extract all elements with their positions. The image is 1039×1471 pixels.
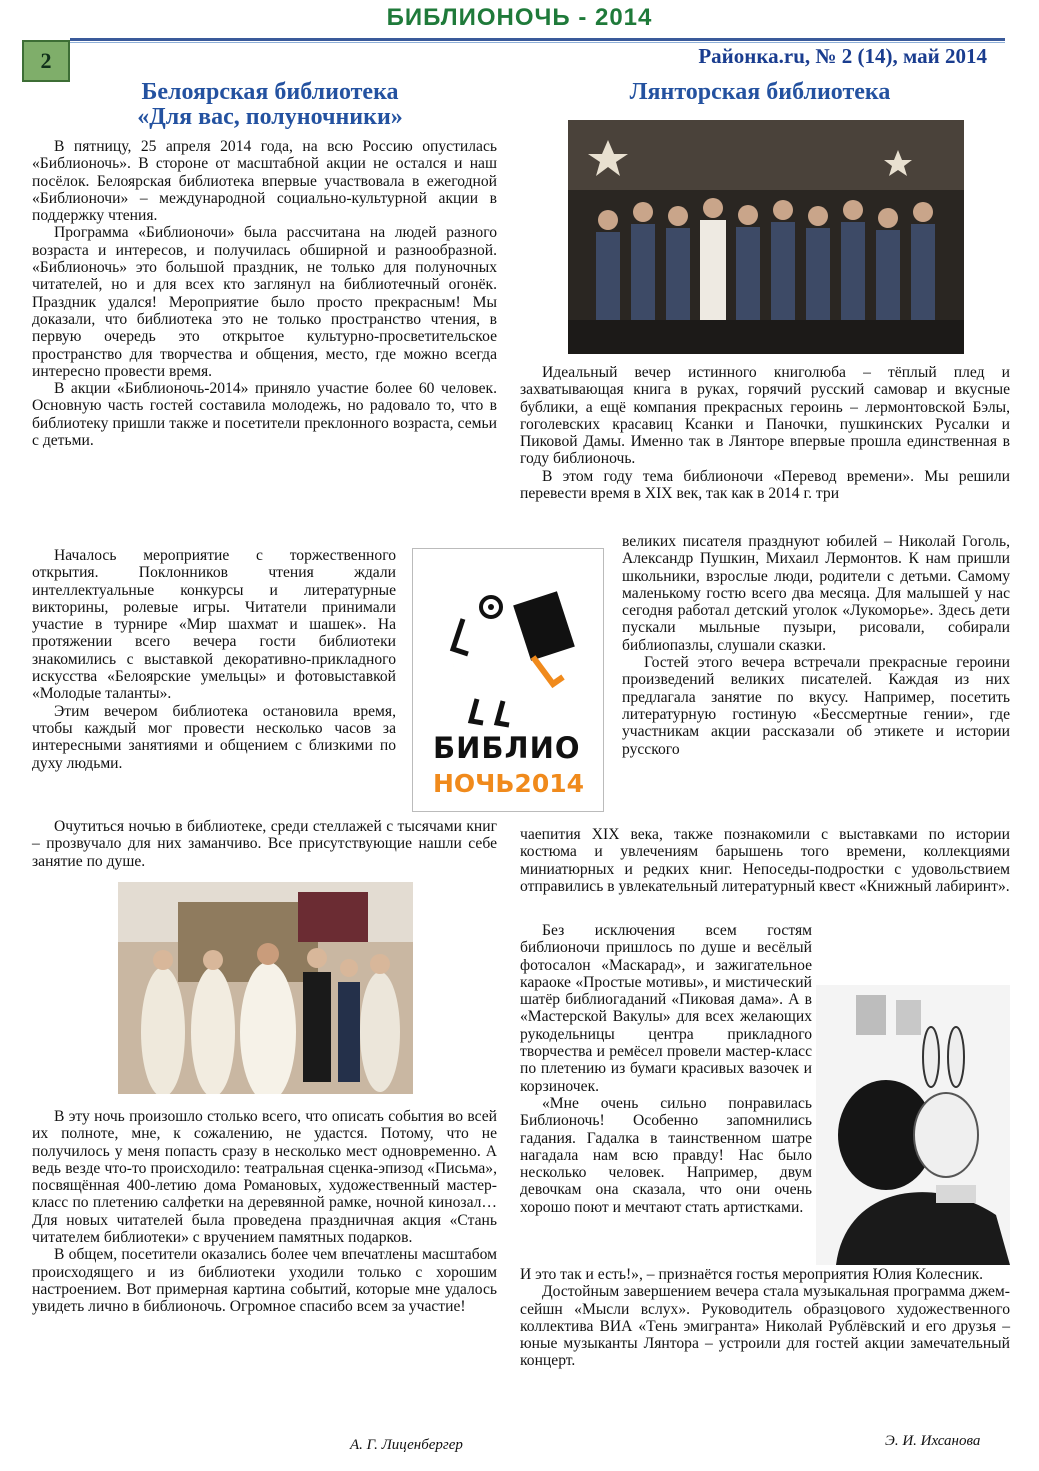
left-article-wrap — [32, 547, 396, 772]
header-rule-thin — [70, 42, 1005, 43]
logo-word1: БИБЛИО — [433, 731, 581, 765]
right-paragraph-6: Достойным завершением вечера стала музыкальная программа джем-сейшн «Мысли вслух». Руководитель образцового художественного коллектива ВИА «Тень эмигранта» Николай Рублёвский и его друзья – юные музыканты Лянтора – устроили для гостей акции замечательный концерт. — [520, 1283, 1010, 1370]
right-paragraph-3: Гостей этого вечера встречали прекрасные героини произведений великих писателей. Каждая из них предлагала занятие по вкусу. Например, посетить литературную гостиную «Бессмертные гении», где участникам акции рассказали об этикете и истории русского — [622, 654, 1010, 758]
left-paragraph-3: В акции «Библионочь-2014» приняло участие более 60 человек. Основную часть гостей составила молодежь, но радовало то, что в библиотеку пришли также и посетители преклонного возраста, семьи с детьми. — [32, 380, 497, 450]
right-article-mid — [520, 826, 1010, 895]
logo-word2: НОЧЬ2014 — [433, 769, 585, 798]
left-paragraph-5: Этим вечером библиотека остановила время, чтобы каждый мог провести несколько часов за интересными занятиями и общением с близкими по духу людьми. — [32, 702, 396, 772]
left-paragraph-1: В пятницу, 25 апреля 2014 года, на всю Россию опустилась «Библионочь». В стороне от масштабной акции не остался и наш посёлок. Белоярская библиотека впервые участвовала в ежегодной «Библионочи» – международной социально-культурной акции в поддержку чтения. — [32, 138, 497, 225]
right-paragraph-1: Идеальный вечер истинного книголюба – тёплый плед и захватывающая книга в руках, горячий русский самовар и вкусные бублики, а ещё компания прекрасных героинь – лермонтовской Бэлы, гоголевских красавиц Ксанки и Паночки, пушкинских Русалки и Пиковой Дамы. Именно так в Лянторе впервые прошла единственная в году библионочь. — [520, 364, 1010, 468]
right-paragraph-4: Без исключения всем гостям библионочи пришлось по душе и весёлый фотосалон «Маскарад», и зажигательное караоке «Простые мотивы», и мистический шатёр библиогаданий «Пиковая дама». А в «Мастерской Вакулы» для всех желающих рукодельницы центра прикладного творчества и ремёсел провели мастер-класс по плетению из бумаги красивых вазочек и корзиночек. — [520, 922, 812, 1095]
right-article-title: Лянторская библиотека — [629, 79, 891, 105]
masthead: БИБЛИОНОЧЬ - 2014 — [386, 4, 653, 31]
theatre-costumes-photo — [118, 882, 413, 1094]
page-number: 2 — [22, 40, 70, 82]
right-signature: Э. И. Ихсанова — [885, 1433, 981, 1449]
left-title-line2: «Для вас, полуночники» — [137, 104, 403, 130]
biblionoch-logo — [412, 548, 604, 812]
left-article-mid — [32, 818, 497, 870]
header-rule — [70, 38, 1005, 41]
left-paragraph-6: Очутиться ночью в библиотеке, среди стеллажей с тысячами книг – прозвучало для них заманчиво. Все присутствующие нашли себе занятие по душе. — [32, 818, 497, 870]
right-article-top — [520, 364, 1010, 502]
left-signature: А. Г. Лиценбергер — [350, 1437, 463, 1453]
issue-info: Районка.ru, № 2 (14), май 2014 — [698, 44, 987, 68]
right-article-wrap1 — [622, 533, 1010, 758]
right-paragraph-5: «Мне очень сильно понравилась Библионочь! Особенно запомнились гадания. Гадалка в таинственном шатре нагадала нам всю правду! Нас было несколько человек. Например, двум девочкам она сказала, что они очень хорошо поют и мечтают стать артистками. — [520, 1094, 812, 1216]
group-photo — [568, 120, 964, 354]
left-paragraph-2: Программа «Библионочи» была рассчитана на людей разного возраста и интересов, и получилась обширной и разнообразной. «Библионочь» это большой праздник, не только для полуночных читателей, но и для всех кто заглянул на библиотечный огонёк. Праздник удался! Мероприятие было просто прекрасным! Мы доказали, что библиотека это не только пространство чтения, в первую очередь это открытое культурно-просветительское пространство для творчества и общения, место, где можно всегда интересно провести время. — [32, 224, 497, 380]
mask-girl-photo — [816, 985, 1010, 1265]
right-paragraph-5b: И это так и есть!», – признаётся гостья мероприятия Юлия Колесник. — [520, 1266, 984, 1283]
left-paragraph-7: В эту ночь произошло столько всего, что описать события во всей их полноте, мне, к сожалению, не удастся. Потому, что не получилось у меня попасть сразу в несколько мест одновременно. А ведь везде что-то происходило: театральная сценка-эпизод «Письма», посвящённая 400-летию дома Романовых, художественный мастер-класс по плетению салфетки на деревянной рамке, ночной кинозал… Для новых читателей была проведена праздничная акция «Стань читателем библиотеки» с вручением памятных подарков. — [32, 1108, 497, 1247]
left-title-line1: Белоярская библиотека — [141, 79, 399, 105]
right-article-wrap2 — [520, 922, 812, 1216]
left-article-top — [32, 138, 497, 449]
right-paragraph-2b: великих писателя празднуют юбилей – Николай Гоголь, Александр Пушкин, Михаил Лермонтов. К нам пришли школьники, взрослые люди, родители с детьми. Самому маленькому гостю всего два месяца. Для малышей у нас сегодня работал детский уголок «Лукоморье». Здесь дети пускали мыльные пузыри, рисовали, собирали библиопазлы, слушали сказки. — [622, 533, 1010, 654]
left-paragraph-4: Началось мероприятие с торжественного открытия. Поклонников чтения ждали интеллектуальные конкурсы и литературные викторины, ролевые игры. Читатели принимали участие в турнире «Мир шахмат и шашек». На протяжении всего вечера гости библиотеки знакомились с выставкой декоративно-прикладного искусства «Белоярские умельцы» и фотовыставкой «Молодые таланты». — [32, 547, 396, 703]
left-paragraph-8: В общем, посетители оказались более чем впечатлены масштабом происходящего и из библиотеки уходили только с хорошим настроением. Вот примерная картина событий, которые мне удалось увидеть лично в библионочь. Огромное спасибо всем за участие! — [32, 1246, 497, 1316]
left-article-bottom — [32, 1108, 497, 1316]
right-paragraph-3b: чаепития XIX века, также познакомили с выставками по истории костюма и увлечениям барышень того времени, коллекциями миниатюрных и редких книг. Непоседы-подростки с удовольствием отправились в увлекательный литературный квест «Книжный лабиринт». — [520, 826, 1010, 895]
left-article-title — [80, 80, 460, 130]
right-paragraph-2: В этом году тема библионочи «Перевод времени». Мы решили перевести время в XIX век, так как в 2014 г. три — [520, 467, 1010, 503]
right-article-bottom — [520, 1266, 1010, 1370]
